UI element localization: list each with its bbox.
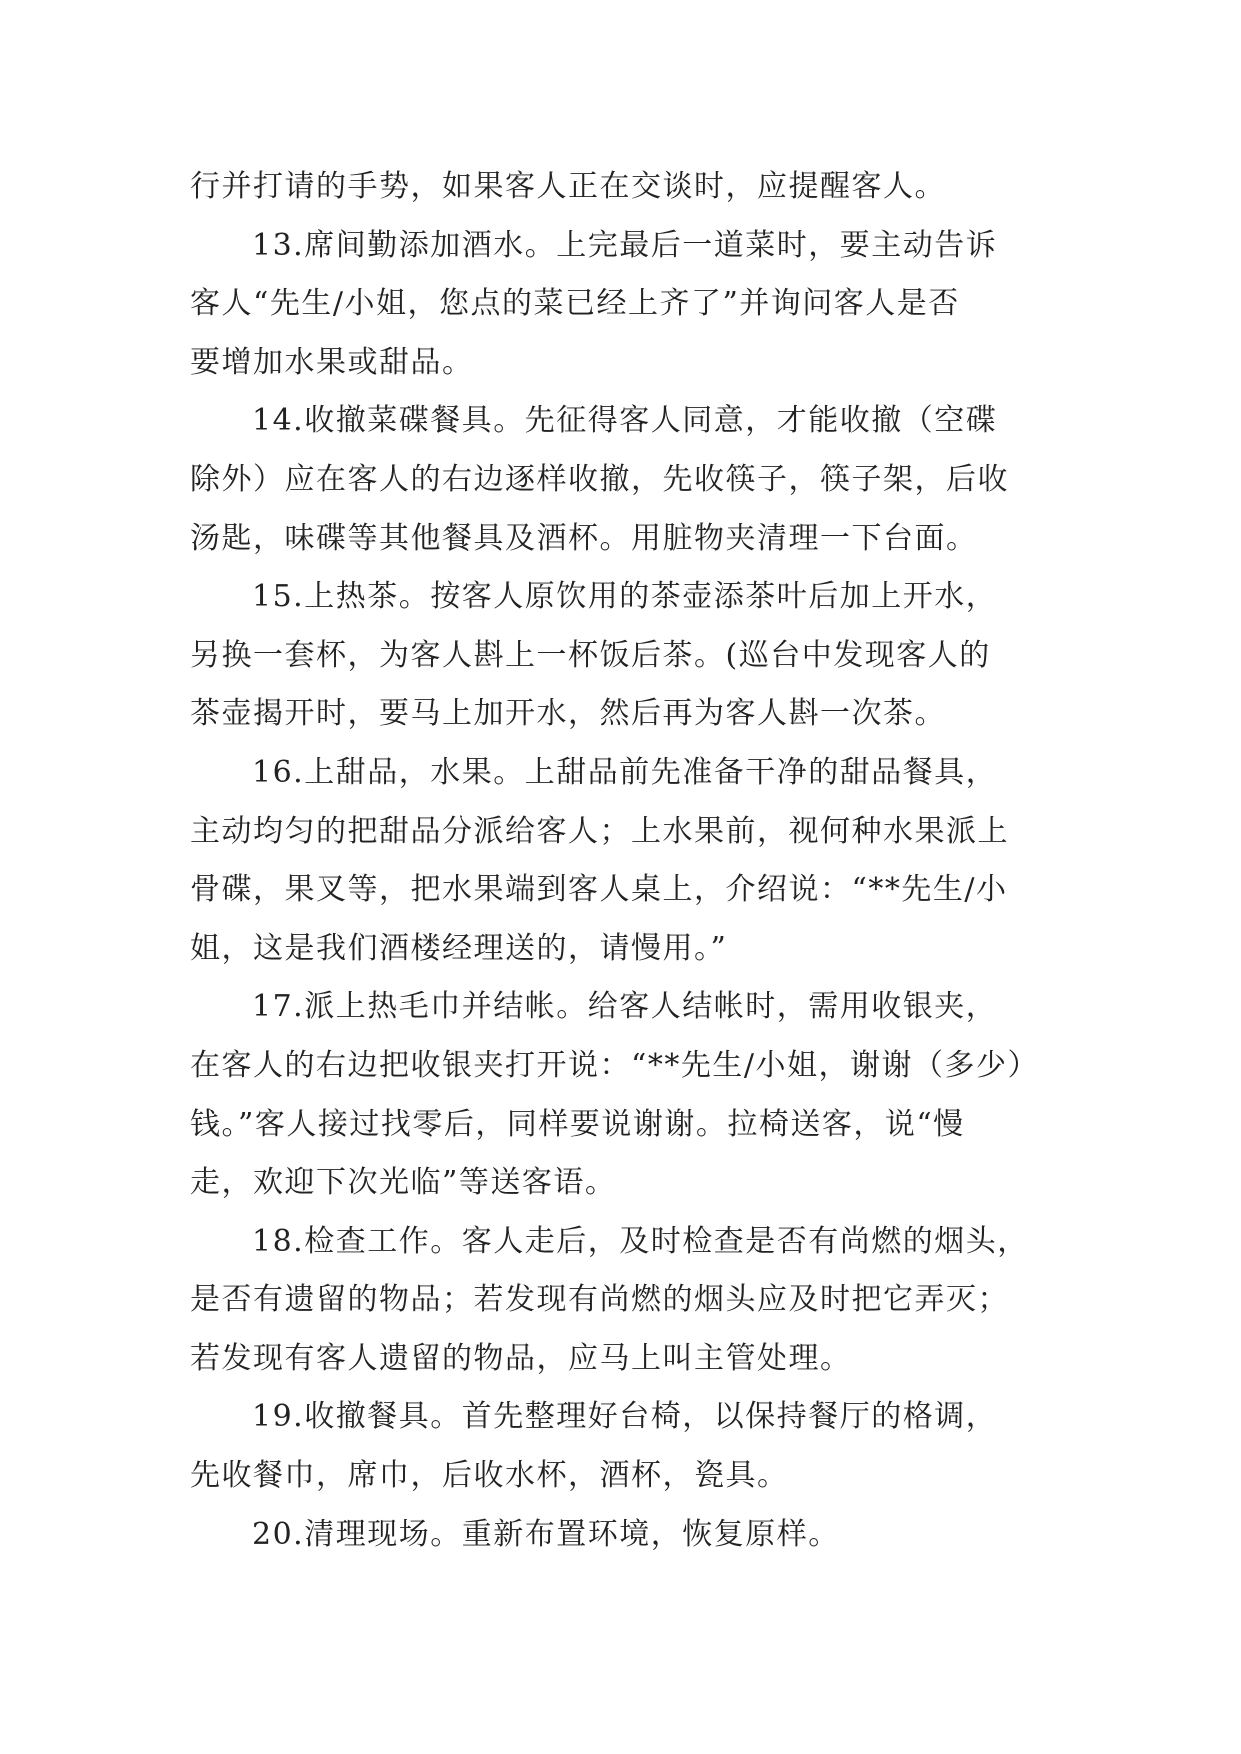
text-line-item-16: 16.上甜品，水果。上甜品前先准备干净的甜品餐具， — [252, 754, 998, 790]
text-line: 在客人的右边把收银夹打开说：“**先生/小姐，谢谢（多少） — [190, 1047, 1039, 1083]
text-line: 若发现有客人遗留的物品，应马上叫主管处理。 — [190, 1340, 852, 1376]
text-line: 要增加水果或甜品。 — [190, 344, 474, 380]
text-line: 主动均匀的把甜品分派给客人；上水果前，视何种水果派上 — [190, 813, 1009, 849]
text-line-item-14: 14.收撤菜碟餐具。先征得客人同意，才能收撤（空碟 — [252, 403, 998, 439]
text-line: 除外）应在客人的右边逐样收撤，先收筷子，筷子架，后收 — [190, 461, 1009, 497]
text-line: 另换一套杯，为客人斟上一杯饭后茶。(巡台中发现客人的 — [190, 637, 991, 673]
text-line: 先收餐巾，席巾，后收水杯，酒杯，瓷具。 — [190, 1458, 789, 1494]
text-line-item-13: 13.席间勤添加酒水。上完最后一道菜时，要主动告诉 — [252, 227, 998, 263]
text-line: 骨碟，果叉等，把水果端到客人桌上，介绍说：“**先生/小 — [190, 872, 1008, 908]
text-line: 行并打请的手势，如果客人正在交谈时，应提醒客人。 — [190, 169, 946, 204]
text-line: 姐，这是我们酒楼经理送的，请慢用。” — [190, 930, 728, 966]
text-line: 茶壶揭开时，要马上加开水，然后再为客人斟一次茶。 — [190, 696, 946, 732]
text-line-item-17: 17.派上热毛巾并结帐。给客人结帐时，需用收银夹， — [252, 989, 998, 1025]
text-line: 钱。”客人接过找零后，同样要说谢谢。拉椅送客，说“慢 — [190, 1106, 965, 1142]
text-line: 走，欢迎下次光临”等送客语。 — [190, 1165, 617, 1201]
document-body — [190, 158, 1050, 1564]
text-line-item-15: 15.上热茶。按客人原饮用的茶壶添茶叶后加上开水， — [252, 579, 998, 615]
text-line-item-18: 18.检查工作。客人走后，及时检查是否有尚燃的烟头， — [252, 1223, 1029, 1259]
text-line: 是否有遗留的物品；若发现有尚燃的烟头应及时把它弄灭； — [190, 1282, 1009, 1318]
text-line: 客人“先生/小姐，您点的菜已经上齐了”并询问客人是否 — [190, 286, 960, 322]
text-line-item-20: 20.清理现场。重新布置环境，恢复原样。 — [252, 1516, 840, 1552]
text-line: 汤匙，味碟等其他餐具及酒杯。用脏物夹清理一下台面。 — [190, 520, 978, 556]
text-line-item-19: 19.收撤餐具。首先整理好台椅，以保持餐厅的格调， — [252, 1399, 998, 1435]
